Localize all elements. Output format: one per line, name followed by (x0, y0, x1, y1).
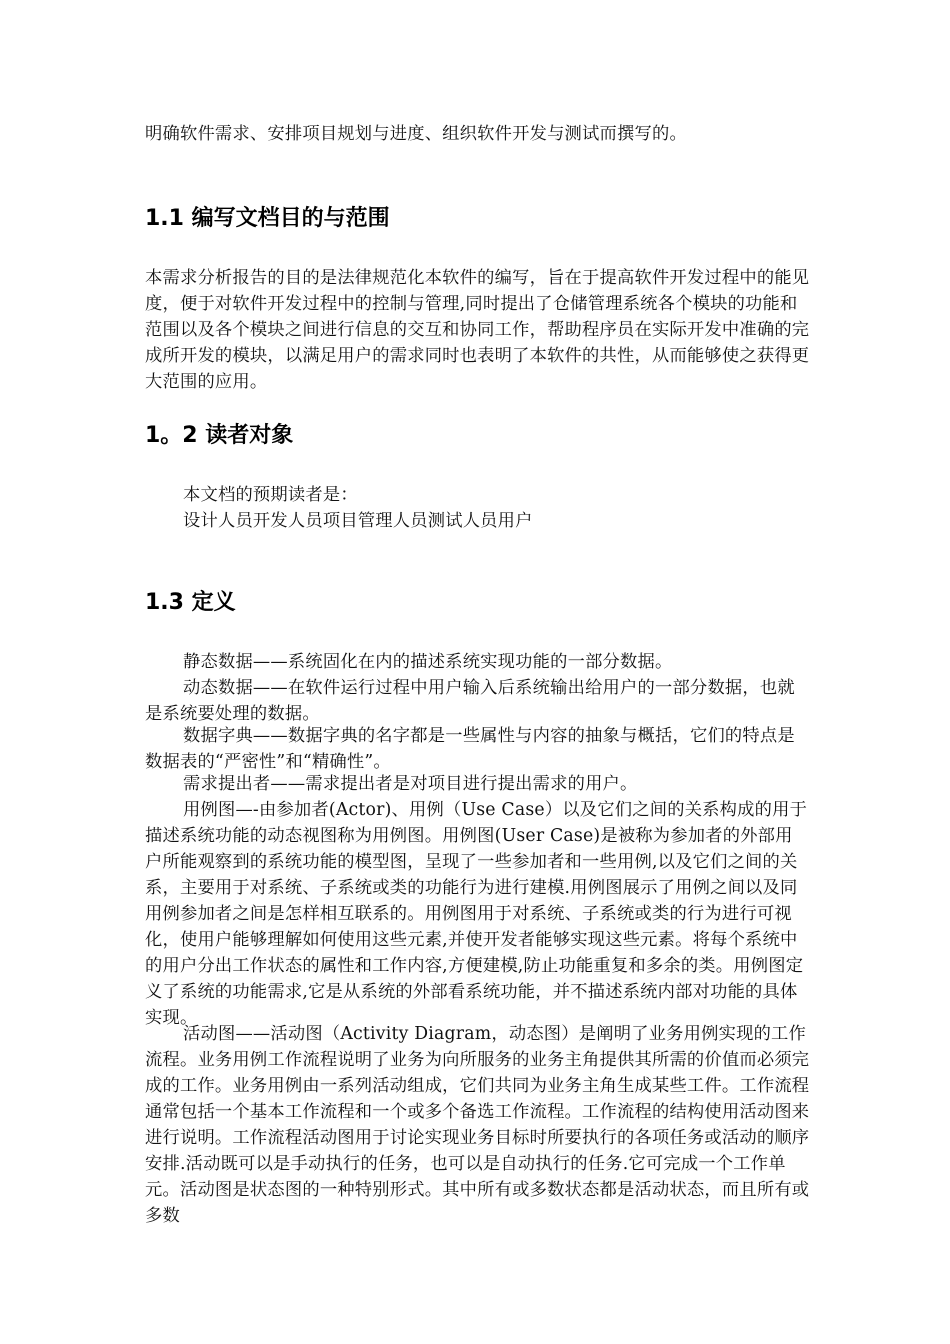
definition-use-case-diagram: 用例图—-由参加者(Actor)、用例（Use Case）以及它们之间的关系构成的用于描述系统功能的动态视图称为用例图。用例图(User Case)是被称为参加者的外部用户所能观察到的系统功能的模型图，呈现了一些参加者和一些用例,以及它们之间的关系，主要用于对系统、子系统或类的功能行为进行建模.用例图展示了用例之间以及同用例参加者之间是怎样相互联系的。用例图用于对系统、子系统或类的行为进行可视化，使用户能够理解如何使用这些元素,并使开发者能够实现这些元素。将每个系统中的用户分出工作状态的属性和工作内容,方便建模,防止功能重复和多余的类。用例图定义了系统的功能需求,它是从系统的外部看系统功能，并不描述系统内部对功能的具体实现。 (145, 800, 808, 1028)
definition-activity-diagram: 活动图——活动图（Activity Diagram，动态图）是阐明了业务用例实现的工作流程。业务用例工作流程说明了业务为向所服务的业务主角提供其所需的价值而必须完成的工作。业务用例由一系列活动组成，它们共同为业务主角生成某些工件。工作流程通常包括一个基本工作流程和一个或多个备选工作流程。工作流程的结构使用活动图来进行说明。工作流程活动图用于讨论实现业务目标时所要执行的各项任务或活动的顺序安排.活动既可以是手动执行的任务，也可以是自动执行的任务.它可完成一个工作单元。活动图是状态图的一种特别形式。其中所有或多数状态都是活动状态，而且所有或多数 (145, 1024, 810, 1226)
definition-dynamic-data: 动态数据——在软件运行过程中用户输入后系统输出给用户的一部分数据，也就是系统要处理的数据。 (145, 678, 795, 724)
section-1-1-paragraph: 本需求分析报告的目的是法律规范化本软件的编写，旨在于提高软件开发过程中的能见度，便于对软件开发过程中的控制与管理,同时提出了仓储管理系统各个模块的功能和范围以及各个模块之间进行信息的交互和协同工作，帮助程序员在实际开发中准确的完成所开发的模块，以满足用户的需求同时也表明了本软件的共性，从而能够使之获得更大范围的应用。 (145, 268, 810, 392)
intro-line: 明确软件需求、安排项目规划与进度、组织软件开发与测试而撰写的。 (145, 124, 687, 144)
readers-intro: 本文档的预期读者是： (183, 485, 358, 505)
definition-requirement-proposer: 需求提出者——需求提出者是对项目进行提出需求的用户。 (183, 774, 638, 794)
section-1-2-title: 1。2 读者对象 (145, 423, 294, 448)
section-1-3-title: 1.3 定义 (145, 590, 236, 615)
readers-list: 设计人员开发人员项目管理人员测试人员用户 (183, 511, 533, 531)
definition-static-data: 静态数据——系统固化在内的描述系统实现功能的一部分数据。 (183, 652, 673, 672)
section-1-1-title: 1.1 编写文档目的与范围 (145, 206, 390, 231)
definition-data-dictionary: 数据字典——数据字典的名字都是一些属性与内容的抽象与概括，它们的特点是数据表的“严密性”和“精确性”。 (145, 726, 795, 772)
